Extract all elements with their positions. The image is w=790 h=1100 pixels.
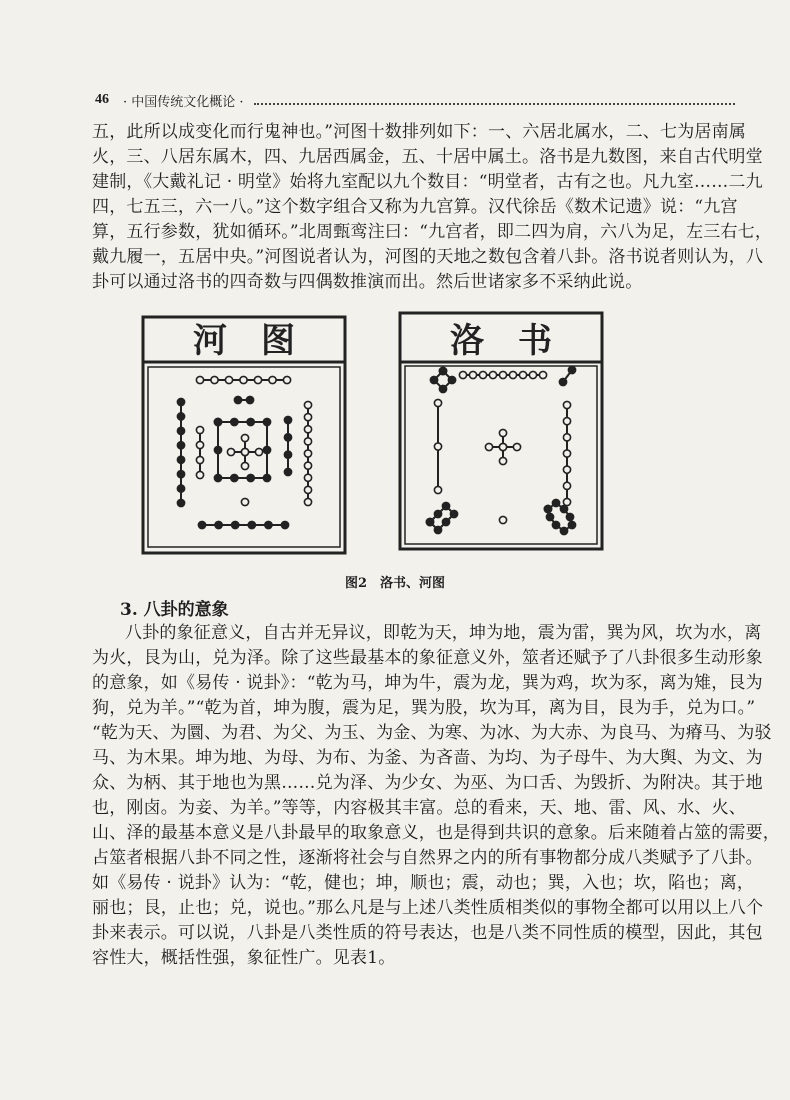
filled-dot [177, 485, 184, 492]
filled-dot [284, 451, 291, 458]
open-dot [563, 401, 570, 408]
running-title: · 中国传统文化概论 · [123, 94, 244, 110]
luoshu-top-right-two [559, 366, 575, 385]
open-dot [539, 371, 546, 378]
filled-dot [177, 427, 184, 434]
filled-dot [559, 378, 566, 385]
open-dot [485, 443, 492, 450]
filled-dot [231, 474, 238, 481]
open-dot [196, 471, 203, 478]
hetu-top-pair [234, 396, 253, 403]
filled-dot [450, 510, 457, 517]
open-dot [563, 418, 570, 425]
filled-dot [544, 505, 551, 512]
open-dot [225, 376, 232, 383]
open-dot [434, 486, 441, 493]
text-line: 占筮者根据八卦不同之性，逐渐将社会与自然界之内的所有事物都分成八类赋予了八卦。 [92, 848, 763, 868]
open-dot [563, 434, 570, 441]
open-dot [269, 376, 276, 383]
hetu-top-row [196, 376, 290, 383]
filled-dot [281, 521, 288, 528]
figure-caption: 图2 洛书、河图 [344, 576, 446, 591]
filled-dot [234, 396, 241, 403]
filled-dot [232, 521, 239, 528]
open-dot [499, 443, 506, 450]
open-dot [241, 434, 248, 441]
open-dot [211, 376, 218, 383]
filled-dot [177, 413, 184, 420]
filled-dot [177, 398, 184, 405]
open-dot [499, 429, 506, 436]
open-dot [241, 498, 248, 505]
section-heading: 3. 八卦的意象 [120, 600, 229, 620]
text-line: 建制，《大戴礼记 · 明堂》始将九室配以九个数目：“明堂者，古有之也。凡九室……二九 [92, 172, 763, 192]
hetu-right-column [304, 401, 311, 505]
open-dot [241, 448, 248, 455]
open-dot [519, 371, 526, 378]
filled-dot [442, 518, 449, 525]
open-dot [509, 371, 516, 378]
filled-dot [177, 442, 184, 449]
text-line: 容性大，概括性强，象征性广。见表1。 [92, 948, 396, 968]
filled-dot [442, 502, 449, 509]
filled-dot [430, 376, 437, 383]
filled-dot [552, 521, 559, 528]
text-line: 也，刚卤。为妾、为羊。”等等，内容极其丰富。总的看来，天、地、雷、风、水、火、 [92, 798, 746, 818]
filled-dot [214, 418, 221, 425]
open-dot [459, 371, 466, 378]
text-line: 卦来表示。可以说，八卦是八类性质的符号表达，也是八类不同性质的模型，因此，其包 [92, 923, 763, 943]
text-line: 戴九履一，五居中央。”河图说者认为，河图的天地之数包含着八卦。洛书说者则认为，八 [92, 247, 764, 267]
open-dot [304, 414, 311, 421]
filled-dot [177, 471, 184, 478]
filled-dot [434, 510, 441, 517]
open-dot [304, 462, 311, 469]
filled-dot [215, 521, 222, 528]
text-line: 如《易传 · 说卦》认为：“乾，健也；坤，顺也；震，动也；巽，入也；坎，陷也；离， [92, 873, 755, 893]
open-dot [529, 371, 536, 378]
filled-dot [426, 518, 433, 525]
open-dot [563, 466, 570, 473]
open-dot [499, 371, 506, 378]
open-dot [499, 457, 506, 464]
open-dot [240, 376, 247, 383]
filled-dot [263, 446, 270, 453]
text-line: “乾为天、为圜、为君、为父、为玉、为金、为寒、为冰、为大赤、为良马、为瘠马、为驳 [92, 723, 772, 743]
open-dot [513, 443, 520, 450]
filled-dot [284, 434, 291, 441]
open-dot [304, 450, 311, 457]
open-dot [241, 462, 248, 469]
luoshu-left-column [434, 399, 441, 493]
filled-dot [552, 499, 559, 506]
open-dot [563, 482, 570, 489]
filled-dot [284, 416, 291, 423]
filled-dot [263, 474, 270, 481]
open-dot [434, 443, 441, 450]
luoshu-right-column [563, 401, 570, 505]
text-line: 山、泽的最基本意义是八卦最早的取象意义，也是得到共识的意象。后来随着占筮的需要， [92, 823, 780, 843]
open-dot [196, 376, 203, 383]
filled-dot [231, 418, 238, 425]
text-line: 丽也；艮，止也；兑，说也。”那么凡是与上述八类性质相类似的事物全都可以用以上八个 [92, 898, 764, 918]
text-line: 五，此所以成变化而行鬼神也。”河图十数排列如下：一、六居北属水，二、七为居南属 [92, 122, 746, 142]
luoshu-bottom-left-six [426, 502, 457, 533]
filled-dot [560, 527, 567, 534]
filled-dot [214, 474, 221, 481]
filled-dot [247, 474, 254, 481]
filled-dot [263, 418, 270, 425]
text-line: 马、为木果。坤为地、为母、为布、为釜、为吝啬、为均、为子母牛、为大舆、为文、为 [92, 748, 763, 768]
open-dot [563, 450, 570, 457]
text-line: 卦可以通过洛书的四奇数与四偶数推演而出。然后世诸家多不采纳此说。 [92, 272, 643, 292]
filled-dot [177, 499, 184, 506]
filled-dot [439, 367, 446, 374]
luoshu-top-left-four [430, 367, 455, 392]
filled-dot [177, 456, 184, 463]
text-line: 算，五行参数，犹如循环。”北周甄鸾注曰：“九宫者，即二四为肩，六八为足，左三右七， [92, 222, 773, 242]
open-dot [489, 371, 496, 378]
text-line: 火，三、八居东属木，四、九居西属金，五、十居中属土。洛书是九数图，来自古代明堂 [92, 147, 763, 167]
open-dot [196, 441, 203, 448]
filled-dot [247, 418, 254, 425]
filled-dot [214, 446, 221, 453]
hetu-center-cross [227, 448, 262, 455]
hetu-left-column [177, 398, 184, 506]
open-dot [479, 371, 486, 378]
open-dot [196, 426, 203, 433]
text-line: 四，七五三，六一八。”这个数字组合又称为九宫算。汉代徐岳《数术记遗》说：“九宫 [92, 197, 738, 217]
luoshu-title: 洛 书 [450, 321, 552, 361]
text-line: 八卦的象征意义，自古并无异议，即乾为天，坤为地，震为雷，巽为风，坎为水，离 [125, 623, 762, 643]
filled-dot [246, 396, 253, 403]
filled-dot [248, 521, 255, 528]
open-dot [563, 498, 570, 505]
filled-dot [566, 513, 573, 520]
filled-dot [546, 513, 553, 520]
open-dot [255, 448, 262, 455]
text-line: 众、为柄、其于地也为黑……兑为泽、为少女、为巫、为口舌、为毁折、为附决。其于地 [92, 773, 763, 793]
open-dot [304, 498, 311, 505]
luoshu-bottom-right-eight [544, 499, 575, 534]
open-dot [304, 426, 311, 433]
filled-dot [568, 521, 575, 528]
open-dot [499, 516, 506, 523]
hetu-title: 河 图 [193, 321, 295, 361]
luoshu-center-cross [485, 443, 520, 450]
luoshu-top-row [459, 371, 546, 378]
filled-dot [284, 468, 291, 475]
hetu-center-single [241, 498, 248, 505]
open-dot [254, 376, 261, 383]
filled-dot [568, 366, 575, 373]
open-dot [304, 486, 311, 493]
filled-dot [560, 505, 567, 512]
filled-dot [448, 376, 455, 383]
open-dot [304, 401, 311, 408]
open-dot [469, 371, 476, 378]
hetu-inner-right-column [284, 416, 291, 475]
filled-dot [439, 385, 446, 392]
filled-dot [198, 521, 205, 528]
open-dot [304, 474, 311, 481]
filled-dot [265, 521, 272, 528]
open-dot [304, 438, 311, 445]
hetu-inner-left-column [196, 426, 203, 478]
text-line: 为火，艮为山，兑为泽。除了这些最基本的象征意义外，筮者还赋予了八卦很多生动形象 [92, 648, 763, 668]
filled-dot [434, 526, 441, 533]
page-number: 46 [95, 92, 109, 107]
text-line: 狗，兑为羊。”“乾为首，坤为腹，震为足，巽为股，坎为耳，离为目，艮为手，兑为口。” [92, 698, 756, 718]
hetu-bottom-row [198, 521, 288, 528]
text-line: 的意象，如《易传 · 说卦》：“乾为马，坤为牛，震为龙，巽为鸡，坎为豕，离为雉，艮为 [92, 673, 763, 693]
open-dot [196, 456, 203, 463]
open-dot [283, 376, 290, 383]
open-dot [227, 448, 234, 455]
luoshu-bottom-single [499, 516, 506, 523]
open-dot [434, 399, 441, 406]
